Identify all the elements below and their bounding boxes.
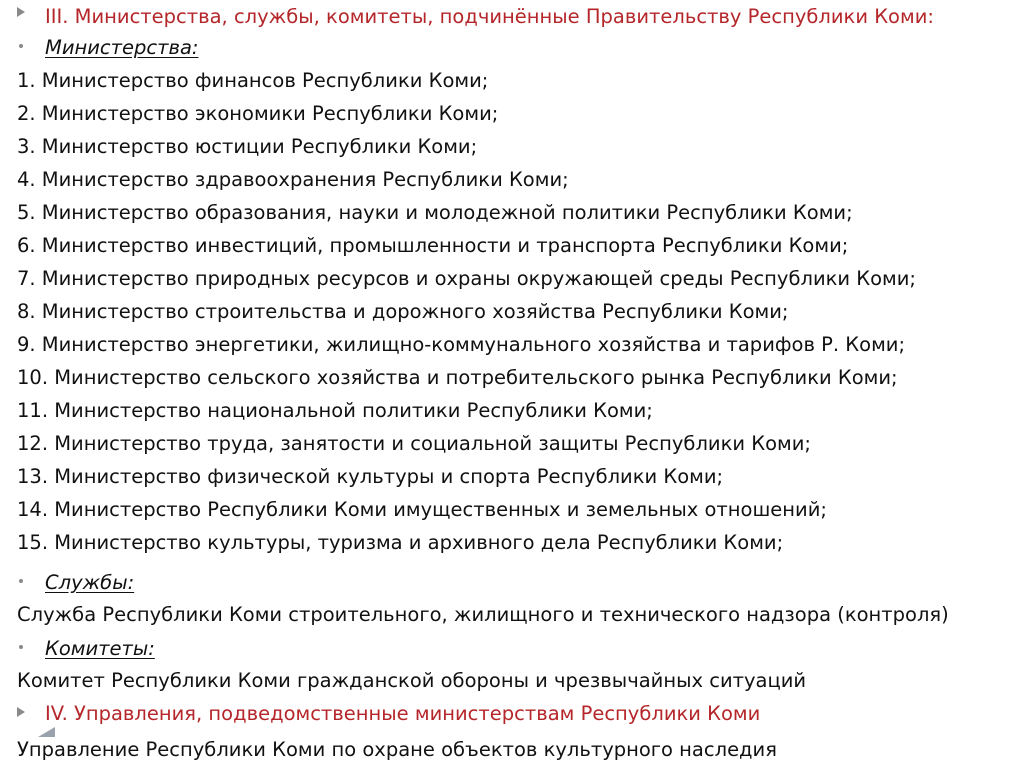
ministry-item-13: 13. Министерство физической культуры и спорта Республики Коми; [17, 465, 724, 488]
ministries-label: Министерства: [45, 36, 199, 59]
ministry-item-2: 2. Министерство экономики Республики Коми; [17, 102, 499, 125]
directorate-item: Управление Республики Коми по охране объектов культурного наследия [17, 738, 777, 761]
section-iii-heading: III. Министерства, службы, комитеты, подчинённые Правительству Республики Коми: [45, 5, 934, 28]
ministry-item-9: 9. Министерство энергетики, жилищно-коммунального хозяйства и тарифов Р. Коми; [17, 333, 906, 356]
ministry-item-14: 14. Министерство Республики Коми имущественных и земельных отношений; [17, 498, 827, 521]
ministry-item-15: 15. Министерство культуры, туризма и архивного дела Республики Коми; [17, 531, 784, 554]
ministry-item-7: 7. Министерство природных ресурсов и охраны окружающей среды Республики Коми; [17, 267, 916, 290]
ministry-item-11: 11. Министерство национальной политики Республики Коми; [17, 399, 653, 422]
ministry-item-10: 10. Министерство сельского хозяйства и потребительского рынка Республики Коми; [17, 366, 898, 389]
committee-item: Комитет Республики Коми гражданской обороны и чрезвычайных ситуаций [17, 669, 807, 692]
committees-label: Комитеты: [45, 637, 155, 660]
ministry-item-1: 1. Министерство финансов Республики Коми; [17, 69, 489, 92]
dot-bullet-icon [19, 645, 23, 649]
triangle-bullet-icon [17, 7, 25, 17]
ministry-item-12: 12. Министерство труда, занятости и социальной защиты Республики Коми; [17, 432, 811, 455]
ministry-item-5: 5. Министерство образования, науки и молодежной политики Республики Коми; [17, 201, 853, 224]
dot-bullet-icon [19, 44, 23, 48]
services-label: Службы: [45, 571, 135, 594]
dot-bullet-icon [19, 579, 23, 583]
triangle-bullet-icon [17, 707, 25, 717]
ministry-item-3: 3. Министерство юстиции Республики Коми; [17, 135, 478, 158]
ministry-item-4: 4. Министерство здравоохранения Республики Коми; [17, 168, 569, 191]
service-item: Служба Республики Коми строительного, жилищного и технического надзора (контроля) [17, 603, 949, 626]
section-iv-heading: IV. Управления, подведомственные министерствам Республики Коми [45, 702, 761, 725]
ministry-item-8: 8. Министерство строительства и дорожного хозяйства Республики Коми; [17, 300, 789, 323]
ministry-item-6: 6. Министерство инвестиций, промышленности и транспорта Республики Коми; [17, 234, 849, 257]
